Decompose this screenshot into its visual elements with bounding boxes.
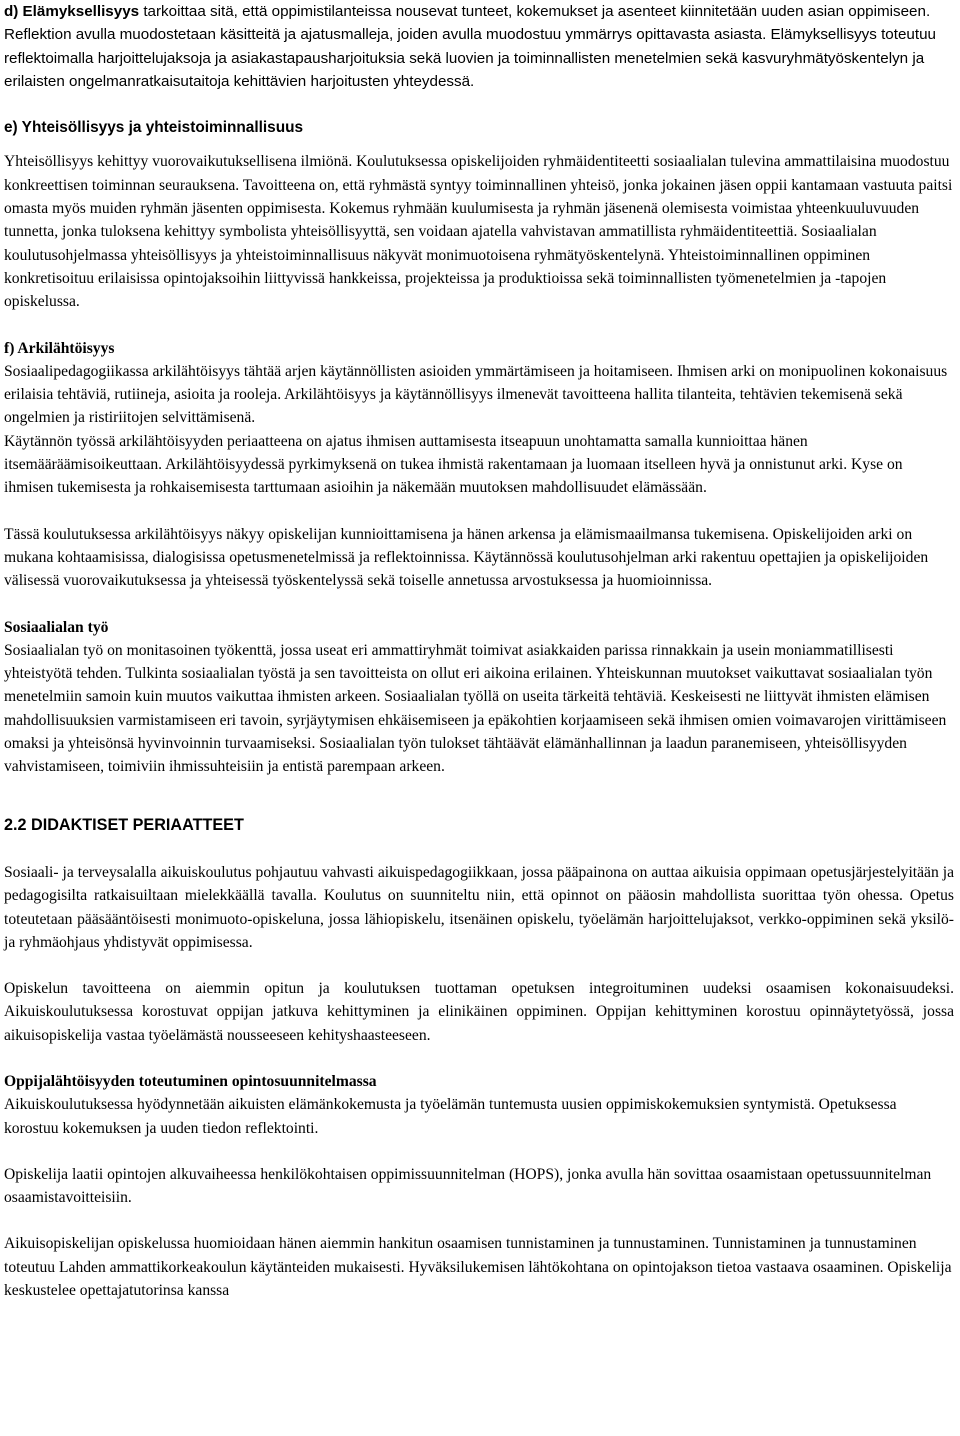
oppijalahtoisyys-paragraph-1: Aikuiskoulutuksessa hyödynnetään aikuisten elämänkokemusta ja työelämän tuntemusta uusien oppimiskokemuksien syntymistä. Opetuksessa korostuu kokemuksen ja uuden tiedon reflektointi. [4, 1096, 897, 1137]
sosiaalialan-tyo-text: Sosiaalialan työ on monitasoinen työkenttä, jossa useat eri ammattiryhmät toimivat asiakkaiden parissa rinnakkain ja usein moniammatillisesti yhteistyötä tehden. Tulkinta sosiaalialan työstä ja sen tavoitteista on ollut eri aikoina erilainen. Yhteiskunnan muutokset vaikuttavat sosiaalialan työn menetelmiin samoin kuin muutos vaikuttaa ihmisten arkeen. Sosiaalialan työllä on useita tärkeitä tehtäviä. Keskeisesti ne liittyvät ihmisten elämisen mahdollisuuksien varmistamiseen eri tavoin, syrjäytymisen ehkäisemiseen ja epäkohtien korjaamiseen sekä ihmisen omien voimavarojen virittämiseen omaksi ja yhteisönsä hyvinvoinnin turvaamiseksi. Sosiaalialan työn tulokset tähtäävät elämänhallinnan ja laadun paranemiseen, yhteisöllisyyden vahvistamiseen, toimiviin ihmissuhteisiin ja entistä parempaan arkeen. [4, 641, 947, 776]
oppijalahtoisyys-paragraph-3: Aikuisopiskelijan opiskelussa huomioidaan hänen aiemmin hankitun osaamisen tunnistaminen ja tunnustaminen. Tunnistaminen ja tunnustaminen toteutuu Lahden ammattikorkeakoulun käytänteiden mukaisesti. Hyväksilukemisen lähtökohtana on opintojakson tietoa vastaava osaaminen. Opiskelija keskustelee opettajatutorinsa kanssa [4, 1235, 952, 1300]
sosiaalialan-tyo-heading: Sosiaalialan työ [4, 618, 109, 636]
didaktiset-paragraph-1: Sosiaali- ja terveysalalla aikuiskoulutus pohjautuu vahvasti aikuispedagogiikkaan, jossa pääpainona on auttaa aikuisia oppimaan opetusjärjestelyitään ja pedagogisilta ratkaisuiltaan mielekkäällä tavalla. Koulutus on suunniteltu niin, että opinnot on pääosin mahdollista suorittaa työn ohessa. Opetus toteutetaan pääsääntöisesti monimuoto-opiskeluna, jossa lähiopiskelu, itsenäinen opiskelu, työelämän harjoittelujaksot, verkko-oppiminen sekä yksilö- ja ryhmäohjaus yhdistyvät oppimisessa. [4, 863, 954, 951]
section-f-paragraph-3: Tässä koulutuksessa arkilähtöisyys näkyy opiskelijan kunnioittamisena ja hänen arkensa ja elämismaailmansa tukemisena. Opiskelijoiden arki on mukana kohtaamisissa, dialogisissa opetusmenetelmissä ja reflektoinnissa. Käytännössä koulutusohjelman arki rakentuu opettajien ja opiskelijoiden välisessä vuorovaikutuksessa ja yhteisessä työskentelyssä sekä toiselle annetussa arvostuksessa ja huomioinnissa. [4, 525, 929, 590]
section-f-paragraph-2: Käytännön työssä arkilähtöisyyden periaatteena on ajatus ihmisen auttamisesta itseapuun unohtamatta samalla kunnioittaa hänen itsemääräämisoikeuttaan. Arkilähtöisyydessä pyrkimyksenä on tukea ihmistä rakentamaan ja luomaan itselleen hyvä ja onnistunut arki. Kyse on ihmisen tukemisesta ja rohkaisemisesta tarttumaan asioihin ja näkemään muutoksen mahdollisuudet elämässään. [4, 432, 903, 497]
document-page [4, 0, 954, 1302]
section-e-text: Yhteisöllisyys kehittyy vuorovaikutuksellisena ilmiönä. Koulutuksessa opiskelijoiden ryhmäidentiteetti sosiaalialan tulevina ammattilaisina muodostuu konkreettisen toiminnan seurauksena. Tavoitteena on, että ryhmästä syntyy toiminnallinen yhteisö, jonka jokainen jäsen oppii kantamaan vastuuta paitsi omasta myös muiden ryhmän jäsenten oppimisesta. Kokemus ryhmään kuulumisesta ja ryhmän jäsenenä olemisesta voimistaa yhteenkuuluvuuden tunnetta, jonka tuloksena kehittyy symbolista yhteisöllisyyttä, sen voidaan ajatella vahvistavan ammatillista ryhmäidentiteettiä. Sosiaalialan koulutusohjelmassa yhteisöllisyys ja yhteistoiminnallisuus näkyvät monimuotoisena ryhmätyöskentelynä. Yhteistoiminnallinen oppiminen konkretisoituu erilaisissa opintojaksoihin liittyvissä hankkeissa, projekteissa ja produktioissa sekä toiminnallisten työmenetelmien ja -tapojen opiskelussa. [4, 153, 953, 311]
section-f-heading: f) Arkilähtöisyys [4, 339, 115, 357]
oppijalahtoisyys-heading: Oppijalähtöisyyden toteutuminen opintosuunnitelmassa [4, 1072, 377, 1090]
section-e-heading: e) Yhteisöllisyys ja yhteistoiminnallisuus [4, 119, 304, 137]
section-d-text: tarkoittaa sitä, että oppimistilanteissa nousevat tunteet, kokemukset ja asenteet kiinnitetään uuden asian oppimiseen. Reflektion avulla muodostetaan käsitteitä ja ajatusmalleja, joiden avulla muodostuu ymmärrys opittavasta asiasta. Elämyksellisyys toteutuu reflektoimalla harjoittelujaksoja ja asiakastapausharjoituksia sekä luovien ja toiminnallisten menetelmien sekä kasvuryhmätyöskentelyn ja erilaisten ongelmanratkaisutaitoja kehittävien harjoitusten yhteydessä. [4, 3, 936, 90]
oppijalahtoisyys-paragraph-2: Opiskelija laatii opintojen alkuvaiheessa henkilökohtaisen oppimissuunnitelman (HOPS), jonka avulla hän sovittaa osaamistaan opetussuunnitelman osaamistavoitteisiin. [4, 1165, 932, 1207]
didaktiset-paragraph-2: Opiskelun tavoitteena on aiemmin opitun ja koulutuksen tuottaman opetuksen integroituminen uudeksi osaamisen kokonaisuudeksi. Aikuiskoulutuksessa korostuvat oppijan jatkuva kehittyminen ja elinikäinen oppiminen. Oppijan kehittyminen korostuu opinnäytetyössä, jossa aikuisopiskelija vastaa työelämästä nousseeseen kehityshaasteeseen. [4, 980, 954, 1044]
section-f-paragraph-1: Sosiaalipedagogiikassa arkilähtöisyys tähtää arjen käytännöllisten asioiden ymmärtämiseen ja hoitamiseen. Ihmisen arki on monipuolinen kokonaisuus erilaisia tehtäviä, rutiineja, asioita ja rooleja. Arkilähtöisyys ja käytännöllisyys ilmenevät tavoitteena hallita tilanteita, tehtävien tekemisenä sekä ongelmien ja ristiriitojen selvittämisenä. [4, 362, 948, 427]
section-d-paragraph [4, 0, 954, 93]
didaktiset-periaatteet-heading: 2.2 DIDAKTISET PERIAATTEET [4, 815, 244, 834]
section-d-label: d) Elämyksellisyys [4, 3, 140, 20]
